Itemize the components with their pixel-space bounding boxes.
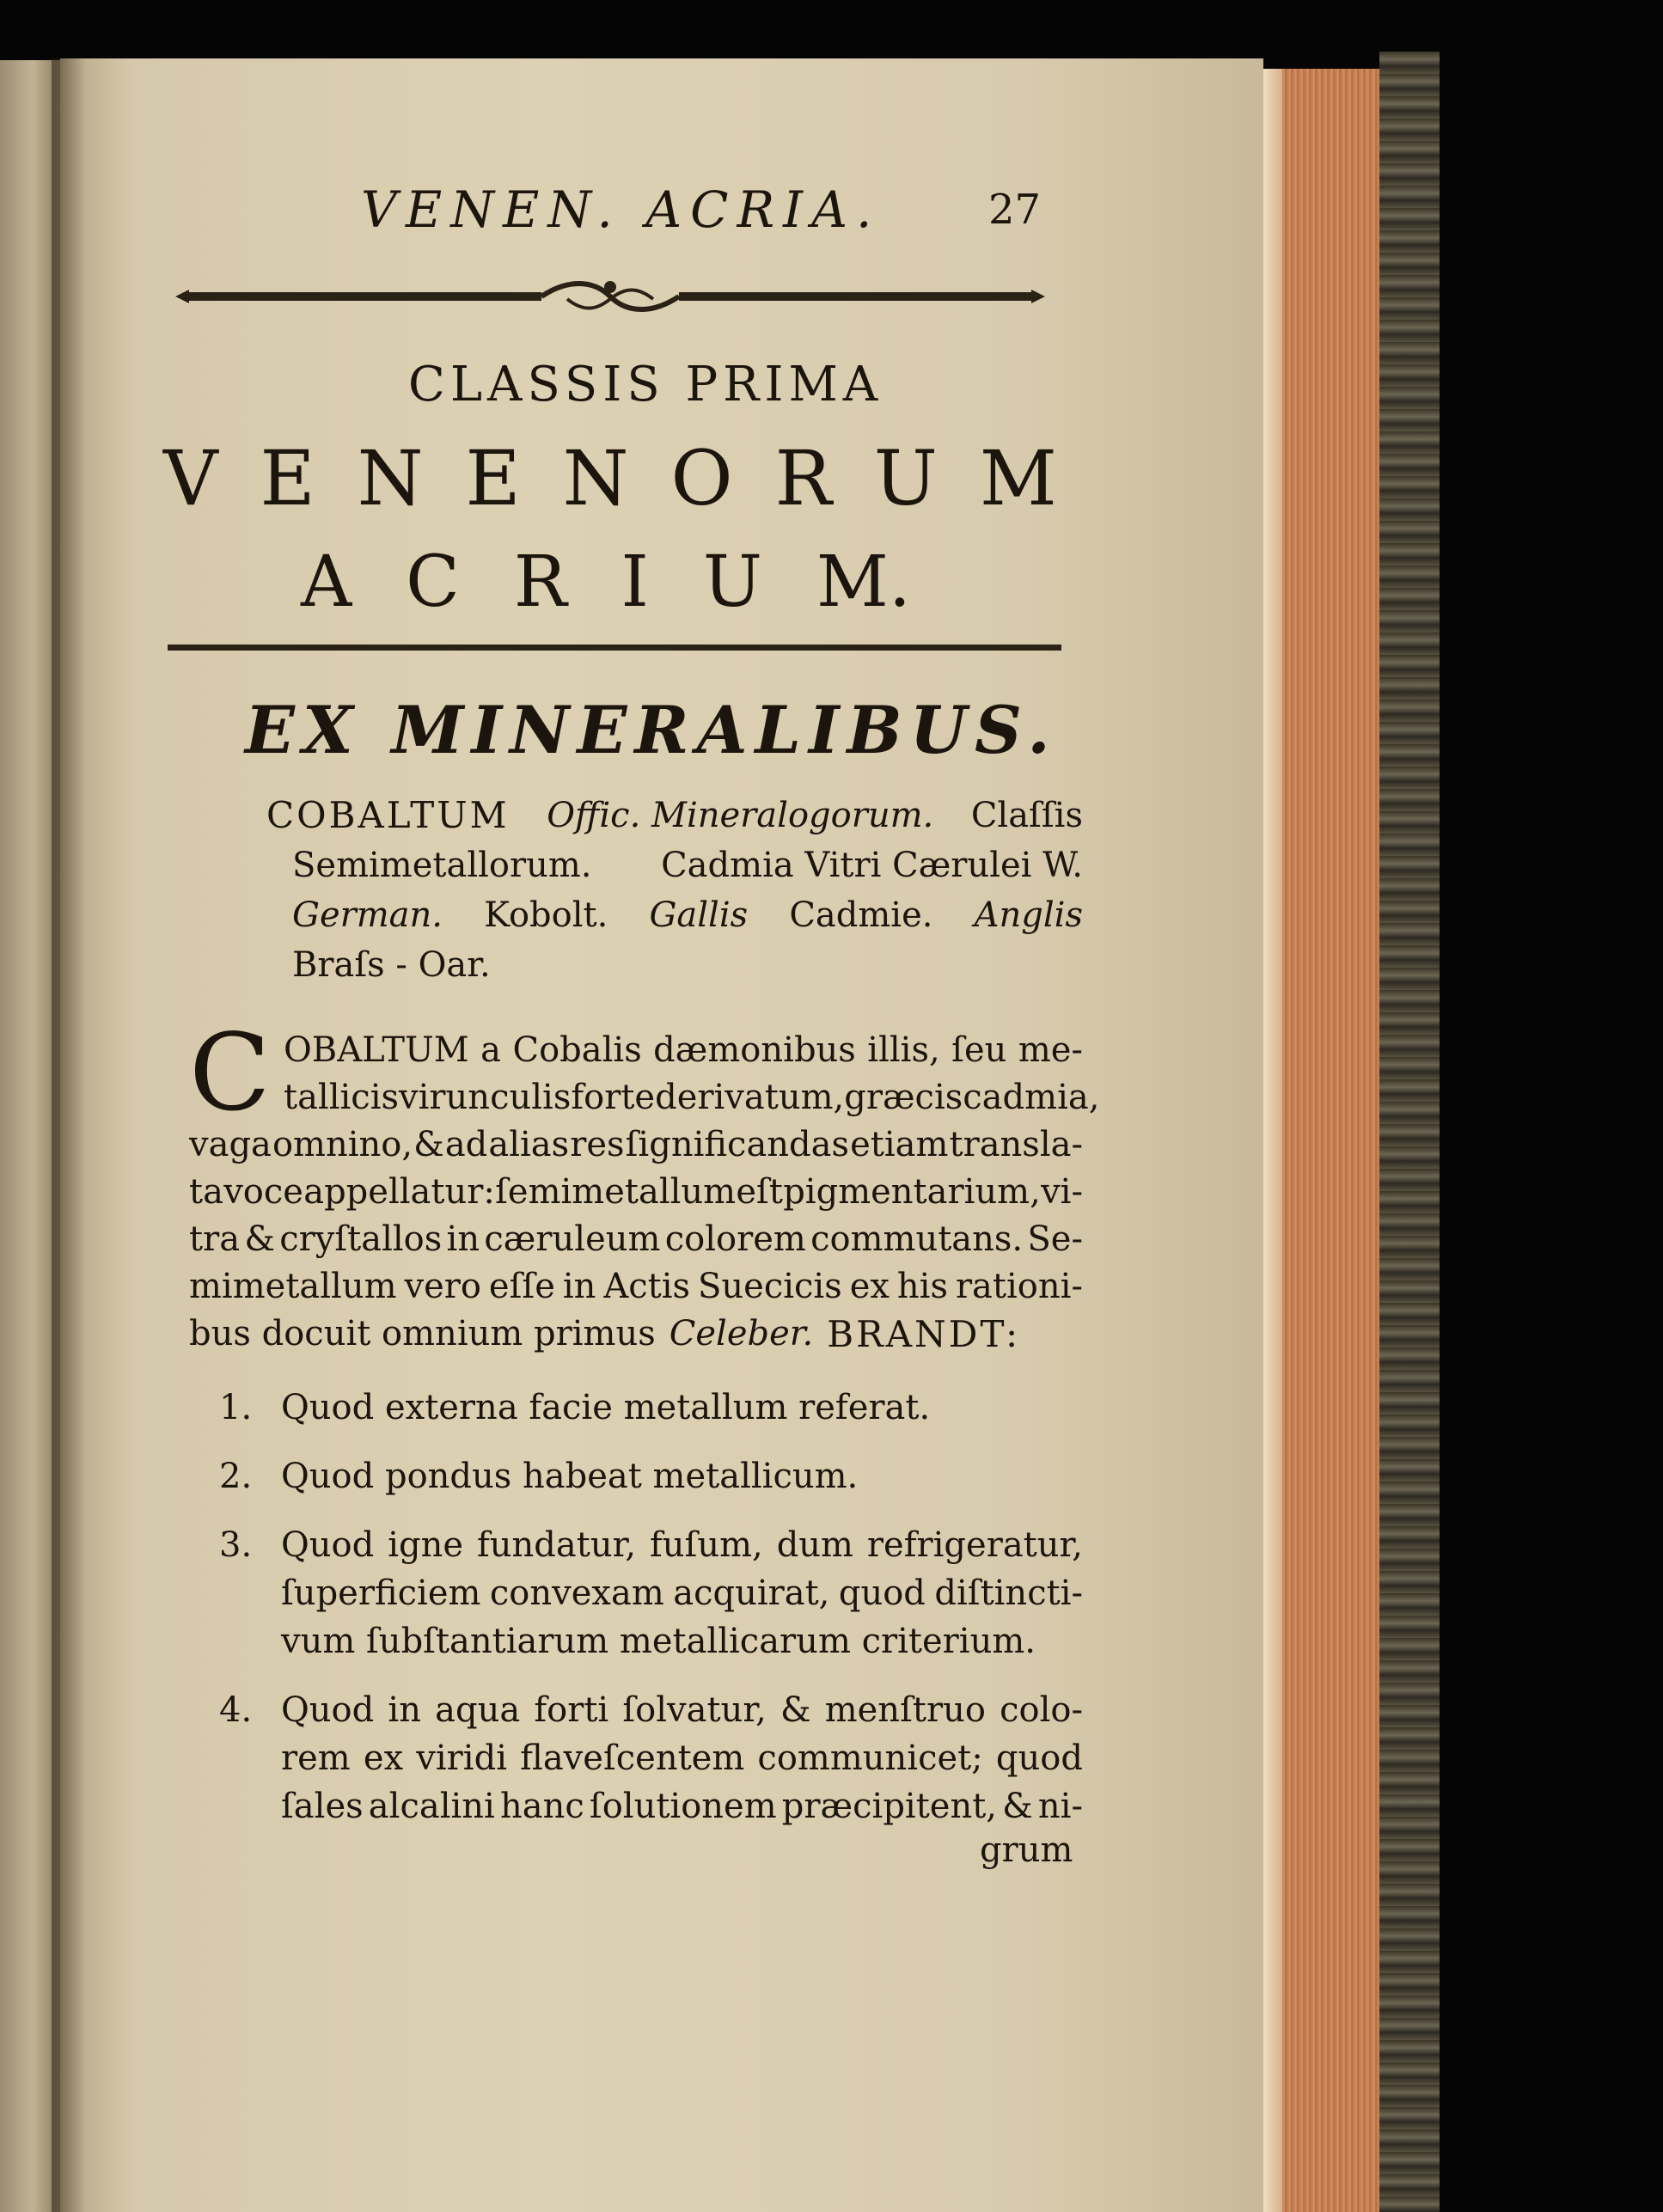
word: Suecicis [697,1267,842,1306]
word: cadmia, [963,1078,1100,1117]
author-name: BRANDT: [827,1313,1021,1355]
synonymy-term: Kobolt. [484,895,608,935]
word: transla- [949,1125,1083,1164]
word: voce [223,1172,303,1212]
word: res [570,1125,625,1164]
word: colo- [1000,1690,1083,1730]
paragraph-line [189,1216,1083,1263]
list-line [281,1569,1083,1617]
title-acrium [301,541,911,623]
word: omnino, [272,1125,413,1164]
title-letter: U [873,434,938,522]
page-number: 27 [988,186,1042,234]
title-letter: R [774,434,832,522]
title-letter: I [621,541,649,623]
word: ex [849,1267,890,1306]
word: forti [534,1690,609,1730]
paragraph-text: bus docuit omnium primus [189,1314,656,1353]
word: fundatur, [476,1525,637,1565]
class-heading: CLASSIS PRIMA [408,357,883,412]
title-letter: R [513,541,567,623]
word: appellatur: [303,1172,495,1212]
gutter-shadow [52,58,86,2212]
paragraph-line [189,1169,1083,1216]
list-item [219,1384,1083,1432]
word: ſuperficiem [281,1573,481,1613]
word: eſſe [488,1267,555,1306]
word: tra [189,1219,241,1259]
title-letter: E [260,434,315,522]
list-line: Quod pondus habeat metallicum. [281,1457,859,1496]
word: rationi- [955,1267,1083,1306]
word: rem [281,1738,351,1778]
word: dum [776,1525,853,1565]
word: ad [444,1125,488,1164]
word: OBALTUM [284,1030,469,1070]
synonymy-term: Offic. Mineralogorum. [547,796,934,835]
synonymy-line [266,791,1083,840]
title-letter: N [357,434,424,522]
list-item-body [281,1452,1083,1500]
word: diſtincti- [934,1573,1083,1613]
word: vero [404,1267,481,1306]
word: quod [838,1573,926,1613]
paragraph-line [189,1074,1100,1121]
word: a [480,1030,502,1070]
title-letter: C [406,541,460,623]
word: Quod [281,1525,375,1565]
word: & [413,1125,444,1164]
synonymy-term: Claſſis [970,796,1083,835]
word: etiam [850,1125,949,1164]
list-number: 3. [219,1525,253,1565]
word: illis, [867,1030,940,1070]
title-letter: M [979,434,1057,522]
word: quod [995,1738,1083,1778]
word: igne [388,1525,464,1565]
paragraph-line [189,1027,1083,1074]
word: præcipitent, [781,1787,998,1826]
word: in [446,1219,480,1259]
list-number: 4. [219,1690,253,1730]
synonymy-term: Anglis [974,895,1083,935]
synonymy-term: German. [292,895,443,935]
word: communicet; [757,1738,983,1778]
list-item-body [281,1521,1083,1665]
word: Quod [281,1690,375,1730]
list-number: 1. [219,1388,253,1427]
body-paragraph [189,1011,1100,1358]
word: colorem [664,1219,806,1259]
list-item-body [281,1686,1083,1830]
word: mimetallum [189,1267,397,1306]
list-item-body [281,1384,1083,1432]
synonymy-term: Semimetallorum. [292,846,592,885]
word: Actis [603,1267,691,1306]
word: eſt [736,1172,783,1212]
word: menſtruo [824,1690,986,1730]
word: ſales [281,1787,364,1826]
synonymy-term: Cadmia Vitri Cærulei W. [661,846,1083,885]
running-header [361,180,1066,249]
criteria-list [219,1384,1083,1851]
synonymy-line [266,940,1083,990]
word: ta [189,1172,223,1212]
word: in [388,1690,421,1730]
title-rule [168,645,1061,651]
word: convexam [489,1573,664,1613]
word: ſignificandas [625,1125,850,1164]
paragraph-line [189,1263,1083,1311]
synonymy-term: Cadmie. [789,895,933,935]
word: his [896,1267,948,1306]
paragraph-line [189,1121,1083,1169]
word: & [780,1690,811,1730]
word: virunculis [399,1078,572,1117]
list-line [281,1521,1083,1569]
word: ni- [1037,1787,1083,1826]
catchword: grum [980,1830,1073,1870]
title-letter: E [465,434,521,522]
synonymy-line [266,890,1083,940]
word: & [1002,1787,1033,1826]
title-letter: M. [816,541,911,623]
word: derivatum, [655,1078,845,1117]
list-number: 2. [219,1457,253,1496]
word: ſeu [951,1030,1007,1070]
title-letter: N [562,434,629,522]
word: vaga [189,1125,272,1164]
word: aqua [435,1690,521,1730]
word: græcis [844,1078,963,1117]
title-venenorum [163,434,1057,522]
word: Se- [1027,1219,1083,1259]
list-line [281,1734,1083,1782]
paragraph-lines [189,1027,1100,1358]
author-title: Celeber. [669,1314,814,1353]
title-letter: V [163,434,218,522]
title-letter: O [670,434,733,522]
word: ſolutionem [589,1787,777,1826]
word: hanc [499,1787,584,1826]
paragraph-line [189,1311,1083,1358]
list-item [219,1521,1083,1665]
book-cover-board [1379,52,1440,2212]
list-item [219,1452,1083,1500]
synonymy-term: COBALTUM [266,794,510,836]
word: viridi [416,1738,507,1778]
word: in [562,1267,596,1306]
word: Cobalis [512,1030,642,1070]
list-line: Quod externa facie metallum referat. [281,1388,931,1427]
word: tallicis [284,1078,400,1117]
word: fuſum, [649,1525,763,1565]
word: dæmonibus [653,1030,856,1070]
title-letter: A [301,541,352,623]
word: alcalini [368,1787,495,1826]
fore-edge-highlight [1263,69,1282,2212]
word: forte [571,1078,656,1117]
word: cryſtallos [279,1219,443,1259]
word: commutans. [810,1219,1024,1259]
list-line [281,1686,1083,1734]
ornament-rule-icon [163,275,1057,318]
word: ex [363,1738,404,1778]
word: pigmentarium, [783,1172,1041,1212]
word: refrigeratur, [866,1525,1083,1565]
list-item [219,1686,1083,1830]
word: ſemimetallum [495,1172,737,1212]
word: me- [1018,1030,1083,1070]
section-subtitle: EX MINERALIBUS. [245,692,1058,768]
word: alias [488,1125,570,1164]
word: cæruleum [484,1219,661,1259]
synonymy-line [266,840,1083,890]
running-title: VENEN. ACRIA. [361,180,881,239]
word: vi- [1041,1172,1083,1212]
list-line [281,1782,1083,1830]
word: acquirat, [673,1573,830,1613]
synonymy-term: Gallis [649,895,749,935]
synonymy-term: Braſs - Oar. [292,945,491,985]
drop-cap: C [189,1011,271,1135]
title-letter: U [702,541,762,623]
word: flaveſcentem [520,1738,745,1778]
word: ſolvatur, [622,1690,767,1730]
word: & [244,1219,275,1259]
synonymy-block [266,791,1083,990]
list-line: vum ſubſtantiarum metallicarum criterium. [281,1622,1036,1661]
